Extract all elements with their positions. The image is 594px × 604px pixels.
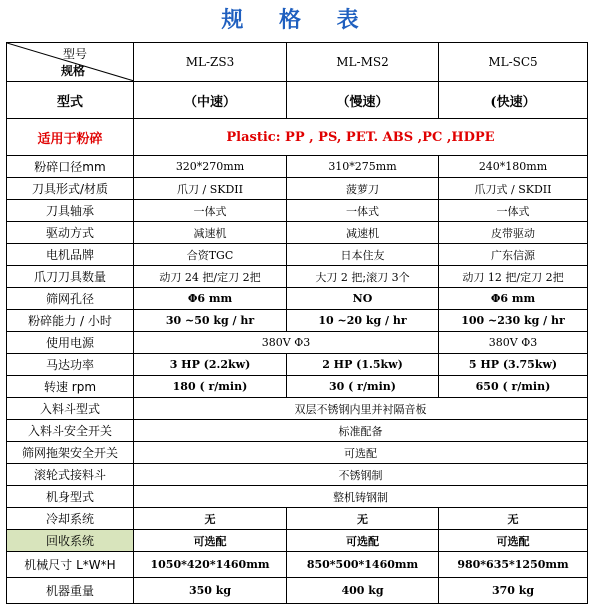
power-value: 380V Φ3 bbox=[439, 332, 588, 354]
cell: 100 ~230 kg / hr bbox=[439, 310, 588, 332]
cell: 850*500*1460mm bbox=[287, 552, 439, 578]
cell: 一体式 bbox=[439, 200, 588, 222]
merged-row bbox=[7, 442, 588, 464]
cell: 30 ( r/min) bbox=[287, 376, 439, 398]
row-label: 马达功率 bbox=[7, 354, 134, 376]
table-row bbox=[7, 376, 588, 398]
cell: 可选配 bbox=[439, 530, 588, 552]
table-row bbox=[7, 266, 588, 288]
row-label: 粉碎能力 / 小时 bbox=[7, 310, 134, 332]
cell: 30 ~50 kg / hr bbox=[134, 310, 287, 332]
cell: 动刀 12 把/定刀 2把 bbox=[439, 266, 588, 288]
cell: 350 kg bbox=[134, 578, 287, 604]
cell: 一体式 bbox=[287, 200, 439, 222]
row-label: 刀具轴承 bbox=[7, 200, 134, 222]
row-label: 机身型式 bbox=[7, 486, 134, 508]
cell: 3 HP (2.2kw) bbox=[134, 354, 287, 376]
merged-value: 双层不锈钢内里并衬隔音板 bbox=[134, 398, 588, 420]
cell: 爪刀式 / SKDII bbox=[439, 178, 588, 200]
merged-row bbox=[7, 398, 588, 420]
cell: 一体式 bbox=[134, 200, 287, 222]
row-label: 筛网拖架安全开关 bbox=[7, 442, 134, 464]
cell: 菠萝刀 bbox=[287, 178, 439, 200]
row-label: 粉碎口径mm bbox=[7, 156, 134, 178]
row-label: 刀具形式/材质 bbox=[7, 178, 134, 200]
speed-row bbox=[7, 82, 588, 119]
row-label: 机械尺寸 L*W*H bbox=[7, 552, 134, 578]
spec-table bbox=[6, 42, 588, 604]
application-value: Plastic: PP , PS, PET. ABS ,PC ,HDPE bbox=[134, 119, 588, 156]
cell: 400 kg bbox=[287, 578, 439, 604]
cell: 1050*420*1460mm bbox=[134, 552, 287, 578]
corner-spec-label: 规格 bbox=[61, 64, 86, 78]
cell: 240*180mm bbox=[439, 156, 588, 178]
cell: Φ6 mm bbox=[439, 288, 588, 310]
row-label: 电机品牌 bbox=[7, 244, 134, 266]
row-label: 转速 rpm bbox=[7, 376, 134, 398]
row-label: 型式 bbox=[7, 82, 134, 119]
merged-row bbox=[7, 464, 588, 486]
row-label: 滚轮式接料斗 bbox=[7, 464, 134, 486]
model-header: ML-ZS3 bbox=[134, 43, 287, 82]
table-row bbox=[7, 530, 588, 552]
speed-value: (快速） bbox=[439, 82, 588, 119]
cell: 10 ~20 kg / hr bbox=[287, 310, 439, 332]
row-label: 爪刀刀具数量 bbox=[7, 266, 134, 288]
row-label: 驱动方式 bbox=[7, 222, 134, 244]
header-corner-cell bbox=[7, 43, 134, 82]
header-row bbox=[7, 43, 588, 82]
row-label: 冷却系统 bbox=[7, 508, 134, 530]
row-label: 入料斗安全开关 bbox=[7, 420, 134, 442]
cell: 无 bbox=[287, 508, 439, 530]
row-label: 筛网孔径 bbox=[7, 288, 134, 310]
merged-value: 整机铸钢制 bbox=[134, 486, 588, 508]
cell: 合资TGC bbox=[134, 244, 287, 266]
cell: 5 HP (3.75kw) bbox=[439, 354, 588, 376]
table-row bbox=[7, 578, 588, 604]
cell: 650 ( r/min) bbox=[439, 376, 588, 398]
power-row bbox=[7, 332, 588, 354]
table-row bbox=[7, 288, 588, 310]
cell: 大刀 2 把;滚刀 3个 bbox=[287, 266, 439, 288]
cell: 无 bbox=[134, 508, 287, 530]
merged-value: 可选配 bbox=[134, 442, 588, 464]
cell: 可选配 bbox=[134, 530, 287, 552]
cell: 370 kg bbox=[439, 578, 588, 604]
application-row bbox=[7, 119, 588, 156]
merged-value: 标准配备 bbox=[134, 420, 588, 442]
cell: 2 HP (1.5kw) bbox=[287, 354, 439, 376]
table-row bbox=[7, 178, 588, 200]
cell: 日本住友 bbox=[287, 244, 439, 266]
cell: 广东信源 bbox=[439, 244, 588, 266]
speed-value: （中速） bbox=[134, 82, 287, 119]
corner-model-label: 型号 bbox=[62, 47, 87, 61]
cell: 可选配 bbox=[287, 530, 439, 552]
cell: 无 bbox=[439, 508, 588, 530]
cell: 180 ( r/min) bbox=[134, 376, 287, 398]
cell: 320*270mm bbox=[134, 156, 287, 178]
cell: 动刀 24 把/定刀 2把 bbox=[134, 266, 287, 288]
merged-row bbox=[7, 486, 588, 508]
row-label-highlighted: 回收系统 bbox=[7, 530, 134, 552]
cell: 皮带驱动 bbox=[439, 222, 588, 244]
table-row bbox=[7, 222, 588, 244]
speed-value: （慢速） bbox=[287, 82, 439, 119]
table-row bbox=[7, 552, 588, 578]
power-value: 380V Φ3 bbox=[134, 332, 439, 354]
row-label: 机器重量 bbox=[7, 578, 134, 604]
row-label: 使用电源 bbox=[7, 332, 134, 354]
cell: Φ6 mm bbox=[134, 288, 287, 310]
cell: 减速机 bbox=[287, 222, 439, 244]
cell: 减速机 bbox=[134, 222, 287, 244]
page-title: 规 格 表 bbox=[221, 8, 373, 33]
model-header: ML-SC5 bbox=[439, 43, 588, 82]
cell: 310*275mm bbox=[287, 156, 439, 178]
row-label: 适用于粉碎 bbox=[7, 119, 134, 156]
table-row bbox=[7, 354, 588, 376]
model-header: ML-MS2 bbox=[287, 43, 439, 82]
cell: NO bbox=[287, 288, 439, 310]
row-label: 入料斗型式 bbox=[7, 398, 134, 420]
merged-value: 不锈钢制 bbox=[134, 464, 588, 486]
cell: 980*635*1250mm bbox=[439, 552, 588, 578]
merged-row bbox=[7, 420, 588, 442]
table-row bbox=[7, 200, 588, 222]
table-row bbox=[7, 508, 588, 530]
table-row bbox=[7, 244, 588, 266]
table-row bbox=[7, 310, 588, 332]
table-row bbox=[7, 156, 588, 178]
cell: 爪刀 / SKDII bbox=[134, 178, 287, 200]
